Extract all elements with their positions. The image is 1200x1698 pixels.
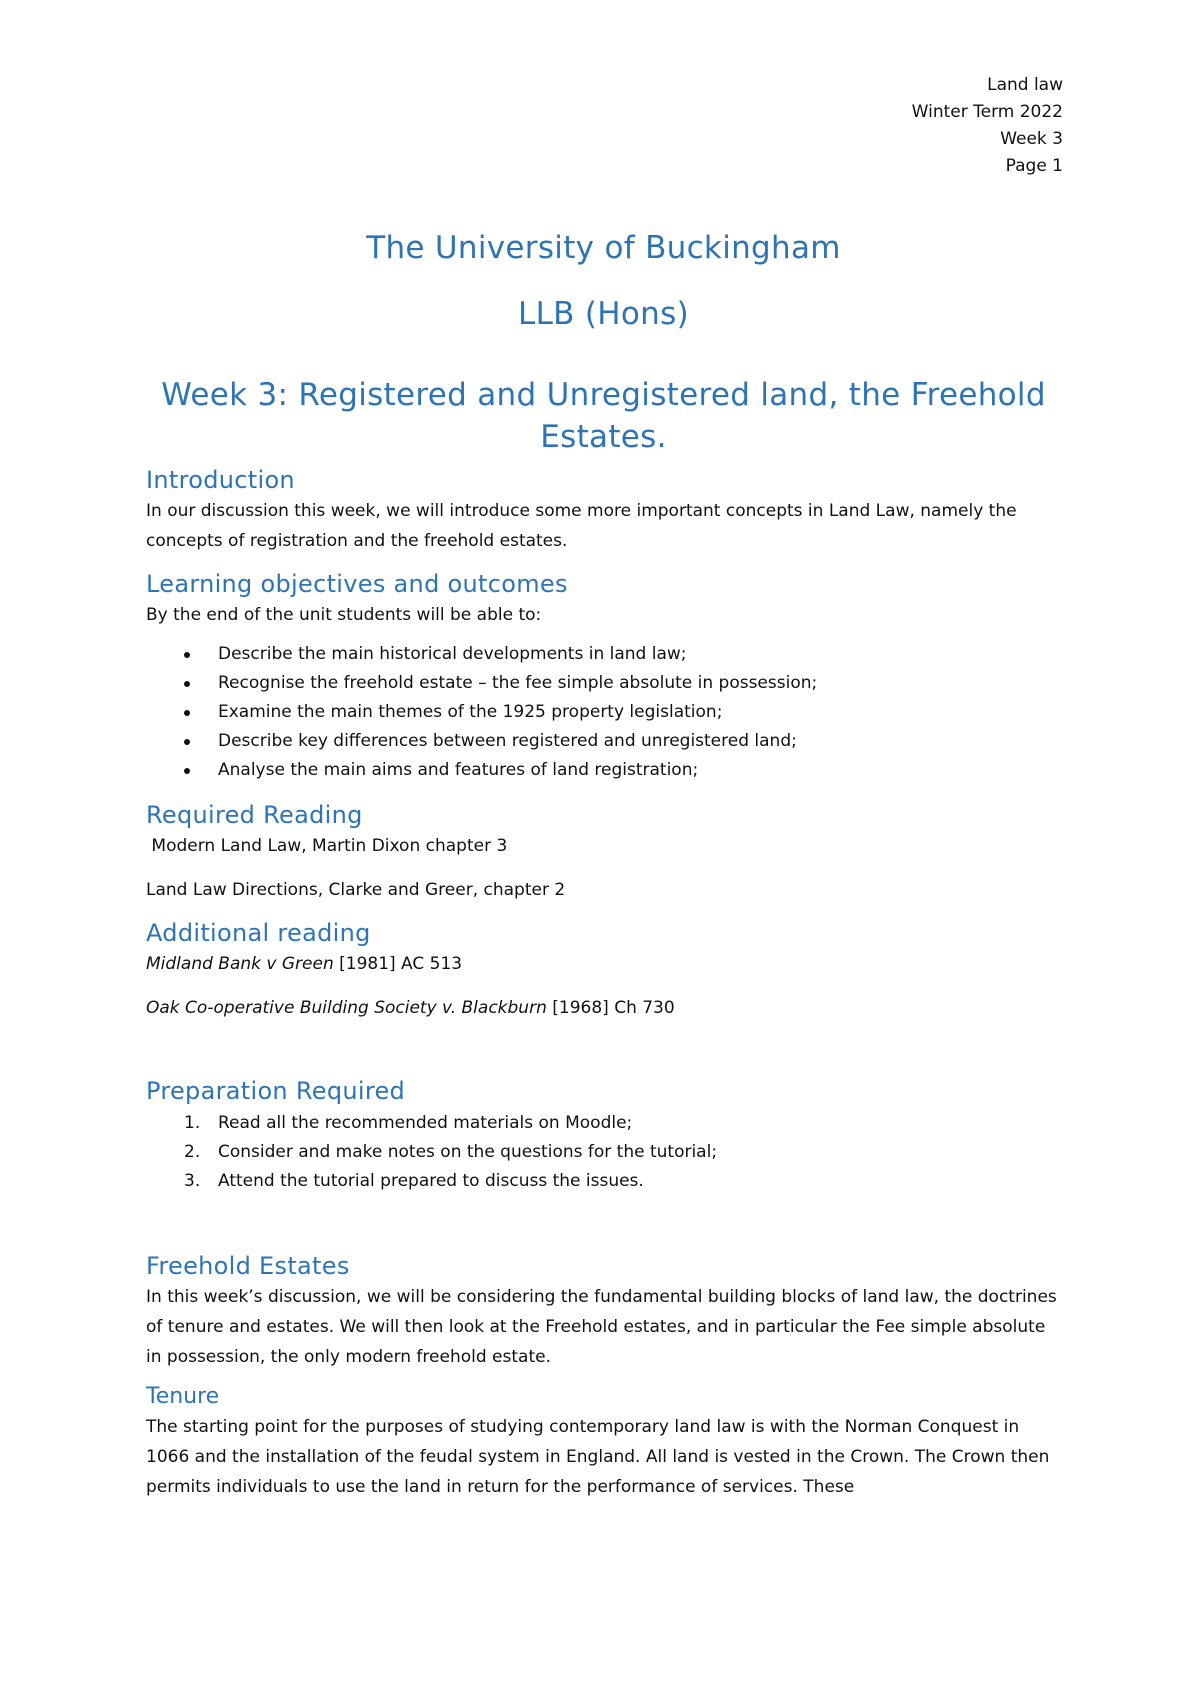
bullet-icon <box>184 681 190 687</box>
freehold-heading: Freehold Estates <box>146 1252 350 1280</box>
list-item: 3. Attend the tutorial prepared to discuss the issues. <box>184 1171 644 1191</box>
required-reading-item: Land Law Directions, Clarke and Greer, chapter 2 <box>146 880 566 900</box>
header-page-number: Page 1 <box>1005 156 1063 176</box>
objectives-list <box>146 640 1061 785</box>
freehold-text: In this week’s discussion, we will be considering the fundamental building blocks of land law, the doctrines of tenure and estates. We will then look at the Freehold estates, and in particular the Fee simple absolute in possession, the only modern freehold estate. <box>146 1287 1057 1367</box>
bullet-icon <box>184 710 190 716</box>
list-item: Examine the main themes of the 1925 property legislation; <box>146 698 1061 727</box>
introduction-text: In our discussion this week, we will introduce some more important concepts in Land Law, namely the concepts of registration and the freehold estates. <box>146 501 1017 551</box>
header-week: Week 3 <box>1000 129 1063 149</box>
objectives-heading: Learning objectives and outcomes <box>146 570 568 598</box>
page-header <box>912 72 1063 180</box>
list-item: 1. Read all the recommended materials on Moodle; <box>184 1113 633 1133</box>
degree-title: LLB (Hons) <box>518 296 689 332</box>
list-item: Describe the main historical developments in land law; <box>146 640 1061 669</box>
bullet-icon <box>184 768 190 774</box>
list-item: Analyse the main aims and features of land registration; <box>146 756 1061 785</box>
objectives-lead: By the end of the unit students will be able to: <box>146 605 542 625</box>
tenure-heading: Tenure <box>146 1384 220 1409</box>
list-item: 2. Consider and make notes on the questions for the tutorial; <box>184 1142 718 1162</box>
document-body <box>146 228 1061 1502</box>
list-item: Recognise the freehold estate – the fee simple absolute in possession; <box>146 669 1061 698</box>
tenure-text: The starting point for the purposes of studying contemporary land law is with the Norman Conquest in 1066 and the installation of the feudal system in England. All land is vested in the Crown. The Crown then permits individuals to use the land in return for the performance of services. These <box>146 1417 1050 1497</box>
introduction-heading: Introduction <box>146 466 295 494</box>
bullet-icon <box>184 652 190 658</box>
preparation-heading: Preparation Required <box>146 1077 406 1105</box>
preparation-list <box>146 1109 1061 1196</box>
week-title: Week 3: Registered and Unregistered land, the Freehold Estates. <box>161 377 1046 455</box>
required-reading-heading: Required Reading <box>146 801 363 829</box>
additional-reading-item: Midland Bank v Green [1981] AC 513 <box>146 954 463 974</box>
list-item: Describe key differences between registered and unregistered land; <box>146 727 1061 756</box>
university-title: The University of Buckingham <box>366 230 841 266</box>
header-course: Land law <box>987 75 1063 95</box>
bullet-icon <box>184 739 190 745</box>
additional-reading-item: Oak Co-operative Building Society v. Blackburn [1968] Ch 730 <box>146 998 675 1018</box>
header-term: Winter Term 2022 <box>911 102 1063 122</box>
required-reading-item: Modern Land Law, Martin Dixon chapter 3 <box>146 836 508 856</box>
additional-reading-heading: Additional reading <box>146 919 371 947</box>
